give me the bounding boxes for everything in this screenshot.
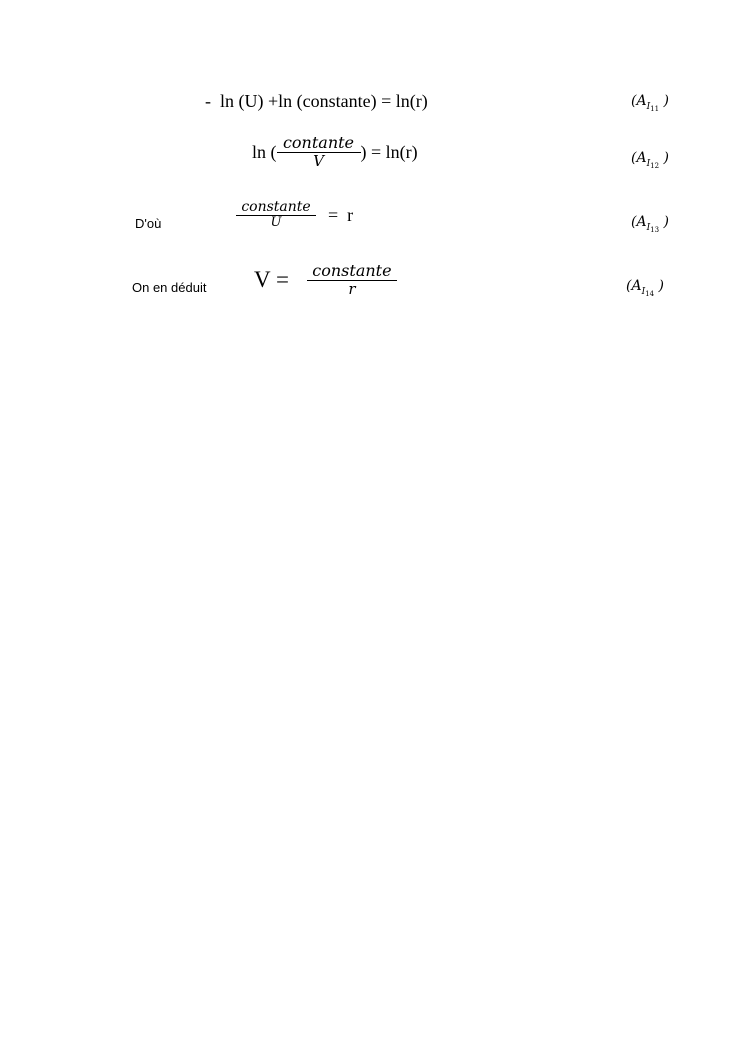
- equation-2-denominator: V: [313, 152, 324, 171]
- equation-3: [236, 199, 353, 231]
- equation-4-numerator: constante: [312, 261, 392, 280]
- equation-1: [205, 91, 428, 112]
- equation-3-denominator: U: [270, 215, 282, 231]
- equation-3-suffix: = r: [328, 204, 354, 225]
- equation-4-prefix: V =: [254, 267, 289, 293]
- equation-4-denominator: r: [348, 280, 356, 299]
- equation-2: [252, 134, 418, 171]
- equation-4: [254, 262, 397, 299]
- equation-4-label: On en déduit: [132, 280, 207, 295]
- equation-2-tag: ($A_{I_{12}}$ ): [631, 150, 669, 170]
- equation-2-suffix: ) = ln(r): [360, 141, 418, 162]
- equation-2-numerator: contante: [282, 133, 355, 152]
- minus-sign: -: [205, 91, 211, 111]
- equation-4-fraction: [307, 262, 397, 299]
- equation-3-fraction: [236, 199, 316, 231]
- equation-3-numerator: constante: [241, 199, 311, 215]
- equation-3-tag: ($A_{I_{13}}$ ): [631, 214, 669, 234]
- equation-1-expression: ln (U) +ln (constante) = ln(r): [220, 91, 428, 111]
- equation-2-prefix: ln (: [252, 141, 277, 162]
- equation-1-tag: ($A_{I_{11}}$ ): [631, 93, 669, 113]
- equation-3-label: D'où: [135, 216, 162, 231]
- equation-2-fraction: [277, 134, 361, 171]
- equation-4-tag: ($A_{I_{14}}$ ): [626, 278, 664, 298]
